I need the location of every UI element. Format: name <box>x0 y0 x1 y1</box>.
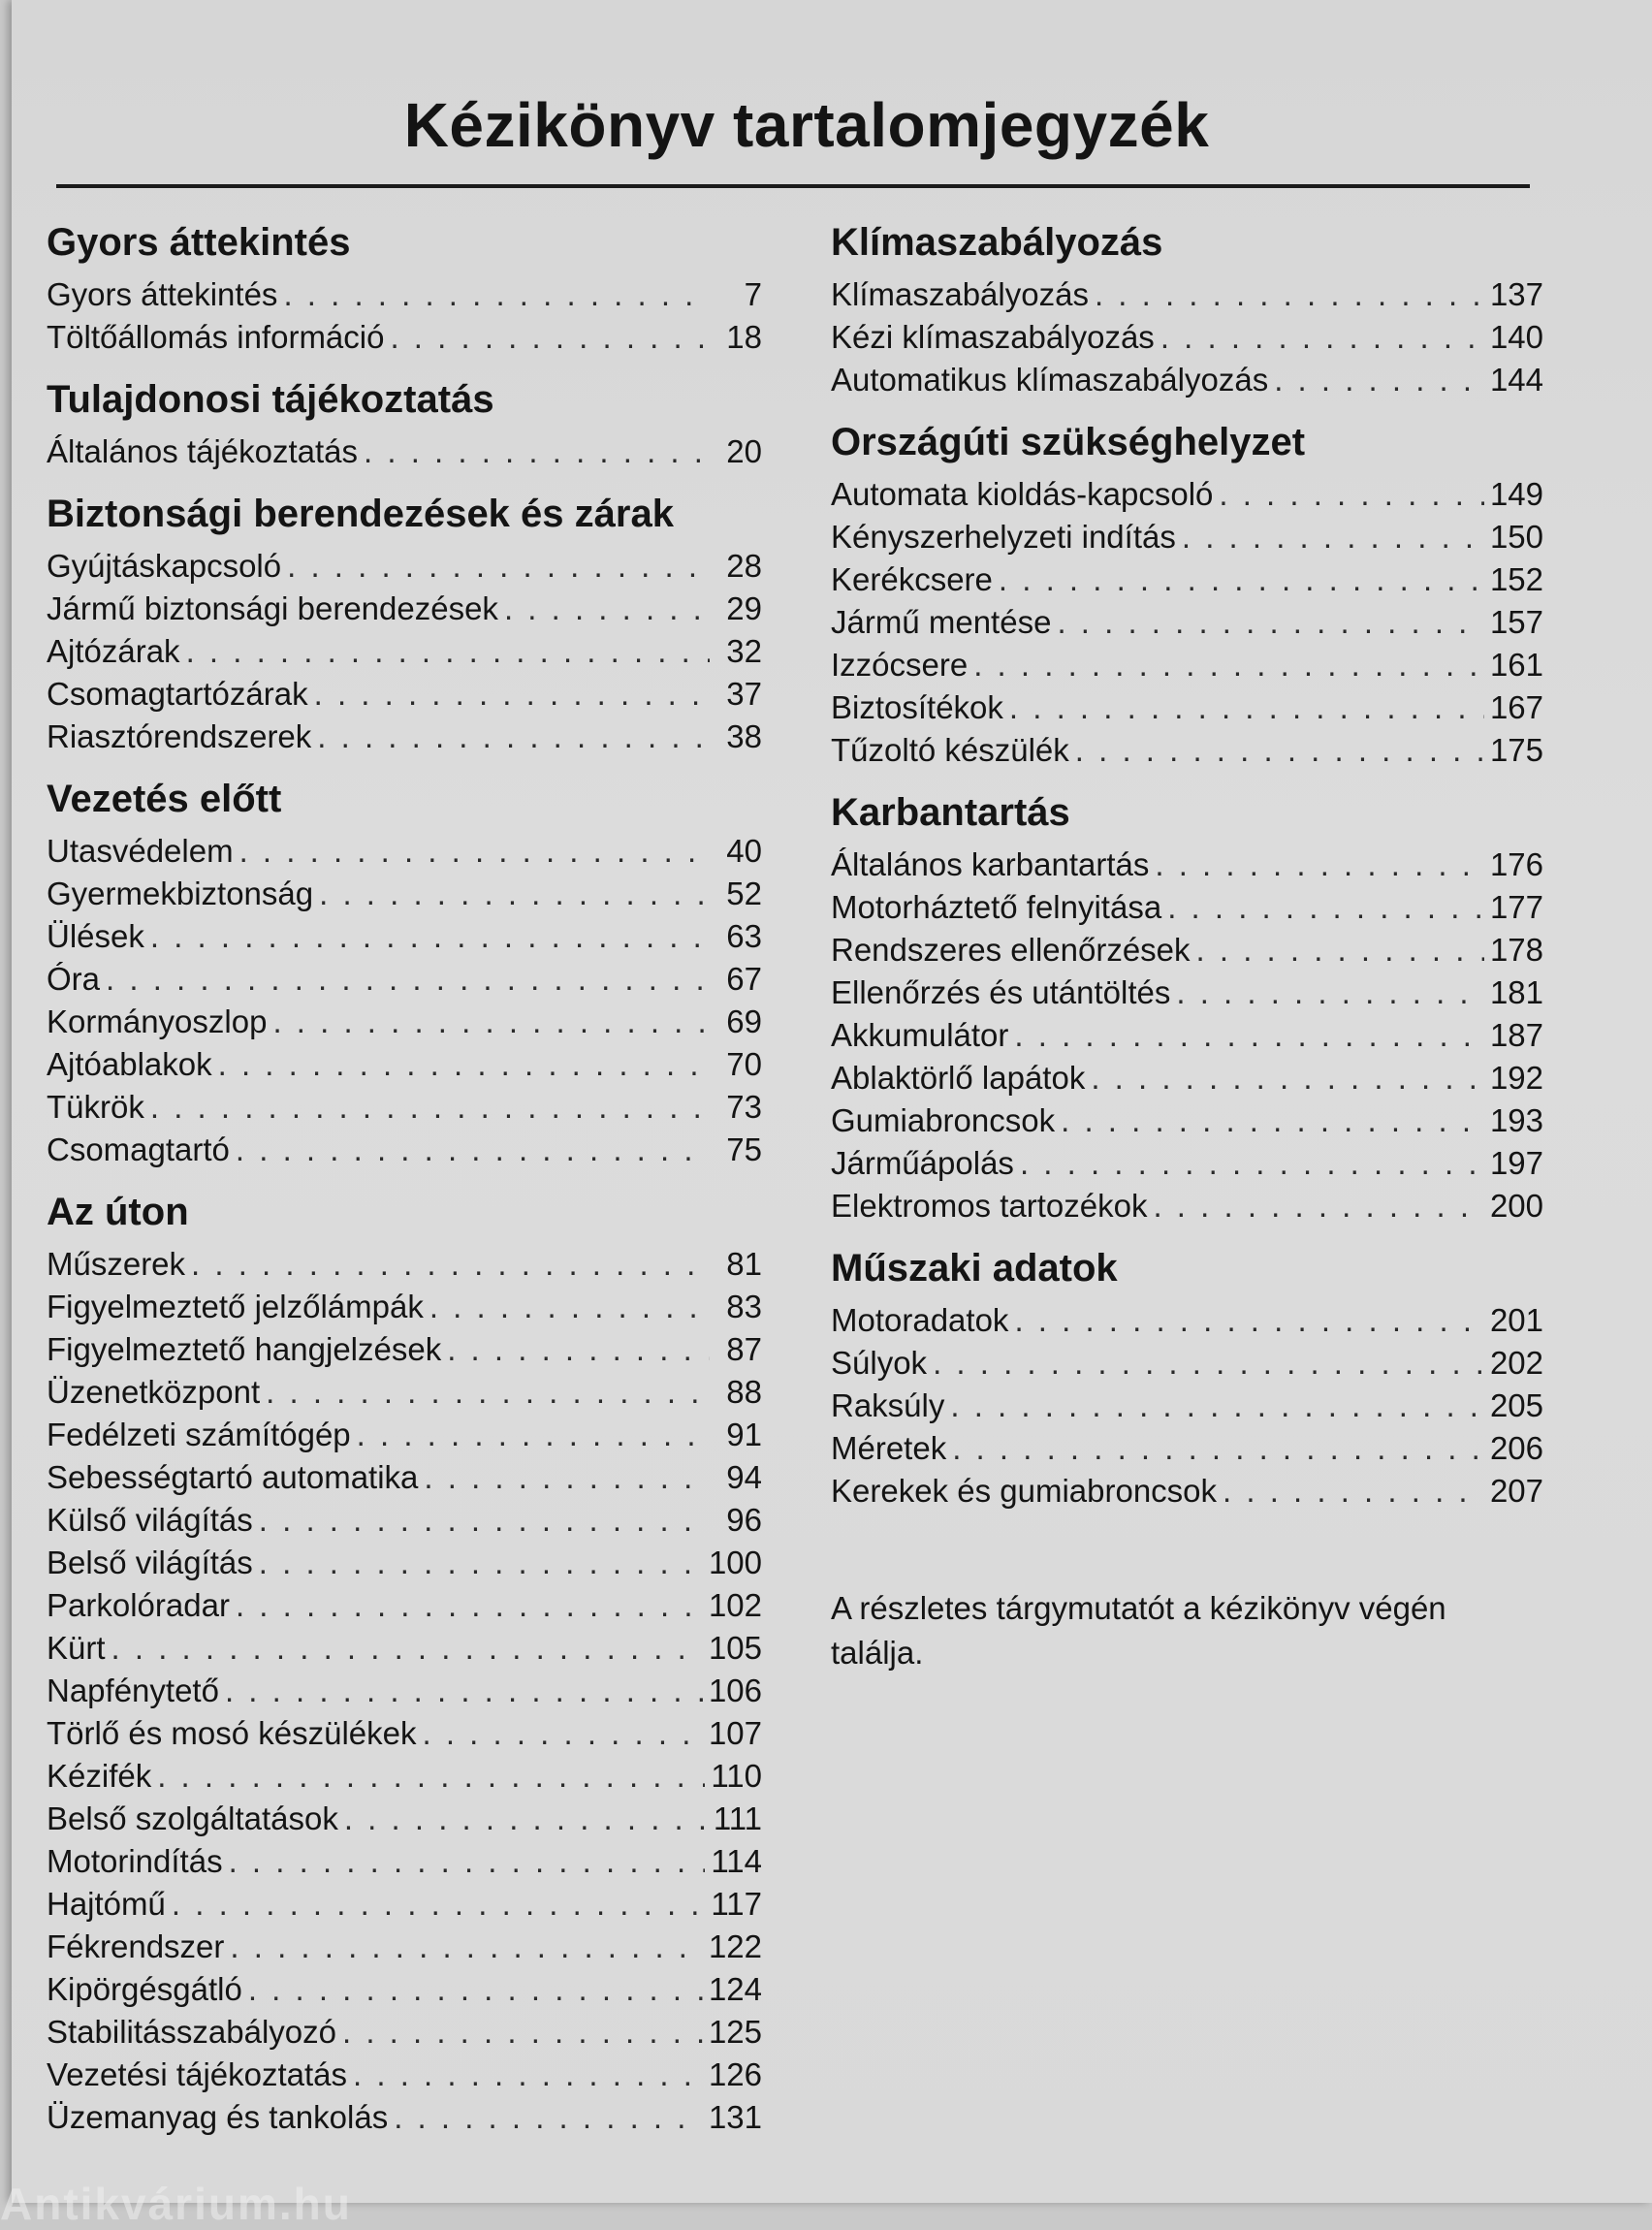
toc-entry <box>47 273 762 316</box>
dot-leader <box>186 630 710 673</box>
entry-title: Parkolóradar <box>47 1587 230 1623</box>
toc-entry <box>831 316 1543 359</box>
dot-leader <box>314 673 710 716</box>
entry-page-number: 205 <box>1489 1387 1543 1423</box>
index-note: A részletes tárgymutatót a kézikönyv végén találja. <box>831 1590 1446 1671</box>
entry-title: Ellenőrzés és utántöltés <box>831 974 1171 1010</box>
entry-page-number: 150 <box>1489 519 1543 555</box>
entry-title: Automatikus klímaszabályozás <box>831 362 1269 398</box>
entry-page-number: 73 <box>726 1089 762 1125</box>
entry-title: Utasvédelem <box>47 833 234 869</box>
entry-title: Fedélzeti számítógép <box>47 1417 351 1452</box>
toc-entry <box>831 972 1543 1014</box>
dot-leader <box>1182 516 1484 558</box>
dot-leader <box>1274 359 1484 401</box>
dot-leader <box>1167 886 1484 929</box>
entry-page-number: 124 <box>708 1971 762 2007</box>
section-heading: Klímaszabályozás <box>831 221 1163 264</box>
entry-title: Belső szolgáltatások <box>47 1800 338 1836</box>
entry-page-number: 177 <box>1489 889 1543 925</box>
entry-title: Törlő és mosó készülékek <box>47 1715 417 1751</box>
entry-title: Jármű mentése <box>831 604 1052 640</box>
entry-page-number: 193 <box>1489 1102 1543 1138</box>
entry-title: Motorindítás <box>47 1843 223 1879</box>
entry-page-number: 157 <box>1489 604 1543 640</box>
entry-title: Riasztórendszerek <box>47 718 312 754</box>
toc-entry <box>831 886 1543 929</box>
dot-leader <box>259 1542 703 1584</box>
toc-entry <box>47 1286 762 1328</box>
section-heading: Országúti szükséghelyzet <box>831 421 1306 463</box>
entry-page-number: 201 <box>1489 1302 1543 1338</box>
toc-entry <box>831 1342 1543 1385</box>
dot-leader <box>266 1371 710 1414</box>
dot-leader <box>317 716 710 758</box>
entry-page-number: 181 <box>1489 974 1543 1010</box>
section-heading: Műszaki adatok <box>831 1247 1118 1290</box>
entry-title: Külső világítás <box>47 1502 253 1538</box>
dot-leader <box>1155 844 1484 886</box>
toc-entry <box>831 1299 1543 1342</box>
entry-title: Elektromos tartozékok <box>831 1188 1148 1224</box>
entry-page-number: 137 <box>1489 276 1543 312</box>
entry-page-number: 107 <box>708 1715 762 1751</box>
toc-entry <box>47 1371 762 1414</box>
toc-section <box>47 489 762 758</box>
title-rule <box>56 184 1530 188</box>
entry-title: Figyelmeztető hangjelzések <box>47 1331 442 1367</box>
dot-leader <box>447 1328 710 1371</box>
toc-section <box>831 417 1543 772</box>
entry-title: Raksúly <box>831 1387 945 1423</box>
entry-title: Általános tájékoztatás <box>47 433 359 469</box>
dot-leader <box>950 1385 1484 1427</box>
entry-page-number: 111 <box>713 1800 762 1836</box>
entry-page-number: 105 <box>708 1630 762 1666</box>
entry-title: Klímaszabályozás <box>831 276 1089 312</box>
dot-leader <box>1014 1299 1484 1342</box>
entry-title: Ajtóablakok <box>47 1046 212 1082</box>
toc-entry <box>47 830 762 873</box>
dot-leader <box>191 1243 710 1286</box>
entry-title: Stabilitásszabályozó <box>47 2014 336 2050</box>
toc-entry <box>831 729 1543 772</box>
dot-leader <box>1223 1470 1484 1513</box>
dot-leader <box>1061 1099 1484 1142</box>
dot-leader <box>272 1001 710 1043</box>
toc-section <box>47 374 762 473</box>
entry-title: Tűzoltó készülék <box>831 732 1069 768</box>
toc-entry <box>47 1129 762 1171</box>
entry-title: Üzenetközpont <box>47 1374 261 1410</box>
toc-entry <box>47 873 762 915</box>
toc-entry <box>47 1926 762 1968</box>
entry-page-number: 126 <box>708 2056 762 2092</box>
entry-title: Gumiabroncsok <box>831 1102 1056 1138</box>
section-heading: Karbantartás <box>831 791 1070 834</box>
entry-title: Gyermekbiztonság <box>47 876 314 911</box>
toc-entry <box>47 915 762 958</box>
entry-title: Gyors áttekintés <box>47 276 278 312</box>
toc-entry <box>47 588 762 630</box>
entry-title: Napfénytető <box>47 1672 219 1708</box>
entry-page-number: 207 <box>1489 1473 1543 1509</box>
entry-title: Méretek <box>831 1430 947 1466</box>
section-heading: Vezetés előtt <box>47 778 282 820</box>
toc-entry <box>831 1427 1543 1470</box>
section-heading: Tulajdonosi tájékoztatás <box>47 378 494 421</box>
dot-leader <box>319 873 710 915</box>
dot-leader <box>429 1286 710 1328</box>
entry-page-number: 110 <box>711 1758 762 1794</box>
entry-page-number: 200 <box>1489 1188 1543 1224</box>
dot-leader <box>230 1926 703 1968</box>
entry-title: Csomagtartózárak <box>47 676 308 712</box>
dot-leader <box>1014 1014 1484 1057</box>
section-heading: Az úton <box>47 1191 189 1233</box>
entry-page-number: 37 <box>726 676 762 712</box>
dot-leader <box>239 830 710 873</box>
dot-leader <box>357 1414 710 1456</box>
manual-page <box>12 0 1652 2203</box>
dot-leader <box>236 1129 710 1171</box>
dot-leader <box>353 2054 703 2096</box>
dot-leader <box>106 958 710 1001</box>
toc-entry <box>47 1840 762 1883</box>
toc-entry <box>47 958 762 1001</box>
entry-title: Töltőállomás információ <box>47 319 385 355</box>
dot-leader <box>157 1755 705 1798</box>
dot-leader <box>364 430 710 473</box>
entry-page-number: 161 <box>1489 647 1543 683</box>
entry-title: Kerekek és gumiabroncsok <box>831 1473 1218 1509</box>
entry-page-number: 114 <box>711 1843 762 1879</box>
entry-page-number: 206 <box>1489 1430 1543 1466</box>
dot-leader <box>1095 273 1484 316</box>
toc-entry <box>47 1670 762 1712</box>
toc-entry <box>831 1470 1543 1513</box>
entry-title: Ülések <box>47 918 144 954</box>
entry-page-number: 102 <box>708 1587 762 1623</box>
entry-title: Gyújtáskapcsoló <box>47 548 282 584</box>
entry-title: Kormányoszlop <box>47 1004 268 1039</box>
entry-page-number: 32 <box>726 633 762 669</box>
dot-leader <box>933 1342 1484 1385</box>
toc-entry <box>47 1883 762 1926</box>
entry-page-number: 117 <box>711 1886 762 1922</box>
entry-title: Fékrendszer <box>47 1928 225 1964</box>
toc-entry <box>831 686 1543 729</box>
toc-entry <box>831 1057 1543 1099</box>
entry-title: Járműápolás <box>831 1145 1014 1181</box>
toc-section <box>831 787 1543 1227</box>
toc-left-column <box>47 217 762 2154</box>
entry-page-number: 69 <box>726 1004 762 1039</box>
entry-page-number: 40 <box>726 833 762 869</box>
toc-section <box>47 1187 762 2139</box>
dot-leader <box>422 1712 702 1755</box>
entry-title: Óra <box>47 961 101 997</box>
toc-entry <box>47 430 762 473</box>
dot-leader <box>1057 601 1484 644</box>
toc-entry <box>47 630 762 673</box>
entry-page-number: 81 <box>726 1246 762 1282</box>
toc-entry <box>831 844 1543 886</box>
entry-page-number: 75 <box>726 1131 762 1167</box>
entry-page-number: 202 <box>1489 1345 1543 1381</box>
entry-page-number: 94 <box>726 1459 762 1495</box>
dot-leader <box>236 1584 703 1627</box>
watermark-text: Antikvárium.hu <box>0 2179 352 2229</box>
dot-leader <box>150 1086 710 1129</box>
dot-leader <box>1196 929 1484 972</box>
entry-title: Automata kioldás-kapcsoló <box>831 476 1214 512</box>
dot-leader <box>229 1840 706 1883</box>
entry-page-number: 192 <box>1489 1060 1543 1096</box>
toc-section <box>831 1243 1543 1513</box>
entry-page-number: 187 <box>1489 1017 1543 1053</box>
entry-page-number: 149 <box>1489 476 1543 512</box>
dot-leader <box>424 1456 710 1499</box>
dot-leader <box>218 1043 710 1086</box>
dot-leader <box>390 316 710 359</box>
section-heading: Biztonsági berendezések és zárak <box>47 493 674 535</box>
entry-page-number: 176 <box>1489 846 1543 882</box>
dot-leader <box>1176 972 1484 1014</box>
toc-entry <box>47 1043 762 1086</box>
toc-entry <box>831 1385 1543 1427</box>
toc-entry <box>47 1243 762 1286</box>
toc-entry <box>47 1086 762 1129</box>
dot-leader <box>259 1499 710 1542</box>
dot-leader <box>973 644 1484 686</box>
page-title: Kézikönyv tartalomjegyzék <box>403 90 1210 160</box>
toc-entry <box>47 2011 762 2054</box>
toc-entry <box>47 1755 762 1798</box>
entry-title: Ajtózárak <box>47 633 180 669</box>
toc-entry <box>47 1968 762 2011</box>
dot-leader <box>225 1670 703 1712</box>
toc-entry <box>831 1099 1543 1142</box>
entry-page-number: 28 <box>726 548 762 584</box>
entry-title: Csomagtartó <box>47 1131 230 1167</box>
dot-leader <box>111 1627 703 1670</box>
entry-page-number: 140 <box>1489 319 1543 355</box>
section-heading: Gyors áttekintés <box>47 221 351 264</box>
toc-entry <box>47 673 762 716</box>
dot-leader <box>1009 686 1484 729</box>
toc-section <box>47 217 762 359</box>
dot-leader <box>952 1427 1484 1470</box>
entry-title: Kerékcsere <box>831 561 993 597</box>
toc-entry <box>831 359 1543 401</box>
entry-title: Kézifék <box>47 1758 152 1794</box>
entry-page-number: 106 <box>708 1672 762 1708</box>
entry-title: Kipörgésgátló <box>47 1971 242 2007</box>
entry-title: Kézi klímaszabályozás <box>831 319 1155 355</box>
entry-page-number: 175 <box>1489 732 1543 768</box>
entry-title: Üzemanyag és tankolás <box>47 2099 389 2135</box>
dot-leader <box>1091 1057 1484 1099</box>
dot-leader <box>504 588 710 630</box>
toc-entry <box>831 1185 1543 1227</box>
entry-title: Műszerek <box>47 1246 186 1282</box>
entry-title: Belső világítás <box>47 1545 253 1580</box>
entry-page-number: 152 <box>1489 561 1543 597</box>
entry-page-number: 70 <box>726 1046 762 1082</box>
toc-entry <box>47 2054 762 2096</box>
entry-page-number: 88 <box>726 1374 762 1410</box>
entry-title: Kényszerhelyzeti indítás <box>831 519 1176 555</box>
entry-title: Általános karbantartás <box>831 846 1150 882</box>
entry-title: Motorháztető felnyitása <box>831 889 1162 925</box>
toc-entry <box>831 644 1543 686</box>
dot-leader <box>287 545 710 588</box>
toc-entry <box>47 2096 762 2139</box>
entry-title: Vezetési tájékoztatás <box>47 2056 348 2092</box>
toc-entry <box>47 1584 762 1627</box>
toc-entry <box>47 1414 762 1456</box>
entry-page-number: 83 <box>726 1289 762 1324</box>
entry-page-number: 178 <box>1489 932 1543 968</box>
entry-title: Motoradatok <box>831 1302 1009 1338</box>
dot-leader <box>1219 473 1484 516</box>
entry-page-number: 20 <box>726 433 762 469</box>
dot-leader <box>1075 729 1484 772</box>
entry-page-number: 131 <box>708 2099 762 2135</box>
entry-page-number: 197 <box>1489 1145 1543 1181</box>
entry-page-number: 63 <box>726 918 762 954</box>
entry-page-number: 38 <box>726 718 762 754</box>
toc-entry <box>831 1142 1543 1185</box>
entry-page-number: 67 <box>726 961 762 997</box>
toc-entry <box>831 558 1543 601</box>
entry-page-number: 52 <box>726 876 762 911</box>
entry-title: Súlyok <box>831 1345 928 1381</box>
toc-entry <box>47 1627 762 1670</box>
entry-page-number: 100 <box>708 1545 762 1580</box>
entry-page-number: 29 <box>726 590 762 626</box>
toc-entry <box>47 316 762 359</box>
entry-page-number: 87 <box>726 1331 762 1367</box>
entry-title: Hajtómű <box>47 1886 166 1922</box>
toc-entry <box>47 1328 762 1371</box>
toc-entry <box>47 545 762 588</box>
dot-leader <box>999 558 1484 601</box>
toc-entry <box>47 1499 762 1542</box>
entry-page-number: 167 <box>1489 689 1543 725</box>
toc-entry <box>831 601 1543 644</box>
dot-leader <box>1020 1142 1484 1185</box>
entry-page-number: 125 <box>708 2014 762 2050</box>
entry-page-number: 7 <box>744 276 762 312</box>
toc-entry <box>831 273 1543 316</box>
toc-section <box>831 217 1543 401</box>
entry-title: Tükrök <box>47 1089 144 1125</box>
toc-entry <box>831 929 1543 972</box>
toc-entry <box>47 716 762 758</box>
entry-title: Ablaktörlő lapátok <box>831 1060 1086 1096</box>
toc-section <box>47 774 762 1171</box>
entry-page-number: 18 <box>726 319 762 355</box>
entry-title: Jármű biztonsági berendezések <box>47 590 498 626</box>
dot-leader <box>248 1968 703 2011</box>
toc-entry <box>831 473 1543 516</box>
dot-leader <box>1153 1185 1483 1227</box>
entry-page-number: 96 <box>726 1502 762 1538</box>
entry-title: Biztosítékok <box>831 689 1003 725</box>
entry-title: Kürt <box>47 1630 106 1666</box>
toc-entry <box>831 1014 1543 1057</box>
dot-leader <box>342 2011 703 2054</box>
entry-title: Sebességtartó automatika <box>47 1459 419 1495</box>
dot-leader <box>172 1883 705 1926</box>
toc-entry <box>47 1712 762 1755</box>
toc-entry <box>831 516 1543 558</box>
entry-title: Figyelmeztető jelzőlámpák <box>47 1289 424 1324</box>
dot-leader <box>394 2096 703 2139</box>
entry-page-number: 122 <box>708 1928 762 1964</box>
toc-entry <box>47 1542 762 1584</box>
entry-page-number: 144 <box>1489 362 1543 398</box>
entry-title: Akkumulátor <box>831 1017 1009 1053</box>
toc-entry <box>47 1798 762 1840</box>
toc-right-column <box>831 217 1543 1528</box>
toc-entry <box>47 1001 762 1043</box>
dot-leader <box>283 273 710 316</box>
entry-page-number: 91 <box>726 1417 762 1452</box>
dot-leader <box>150 915 710 958</box>
dot-leader <box>344 1798 708 1840</box>
entry-title: Rendszeres ellenőrzések <box>831 932 1191 968</box>
dot-leader <box>1160 316 1484 359</box>
toc-entry <box>47 1456 762 1499</box>
entry-title: Izzócsere <box>831 647 969 683</box>
